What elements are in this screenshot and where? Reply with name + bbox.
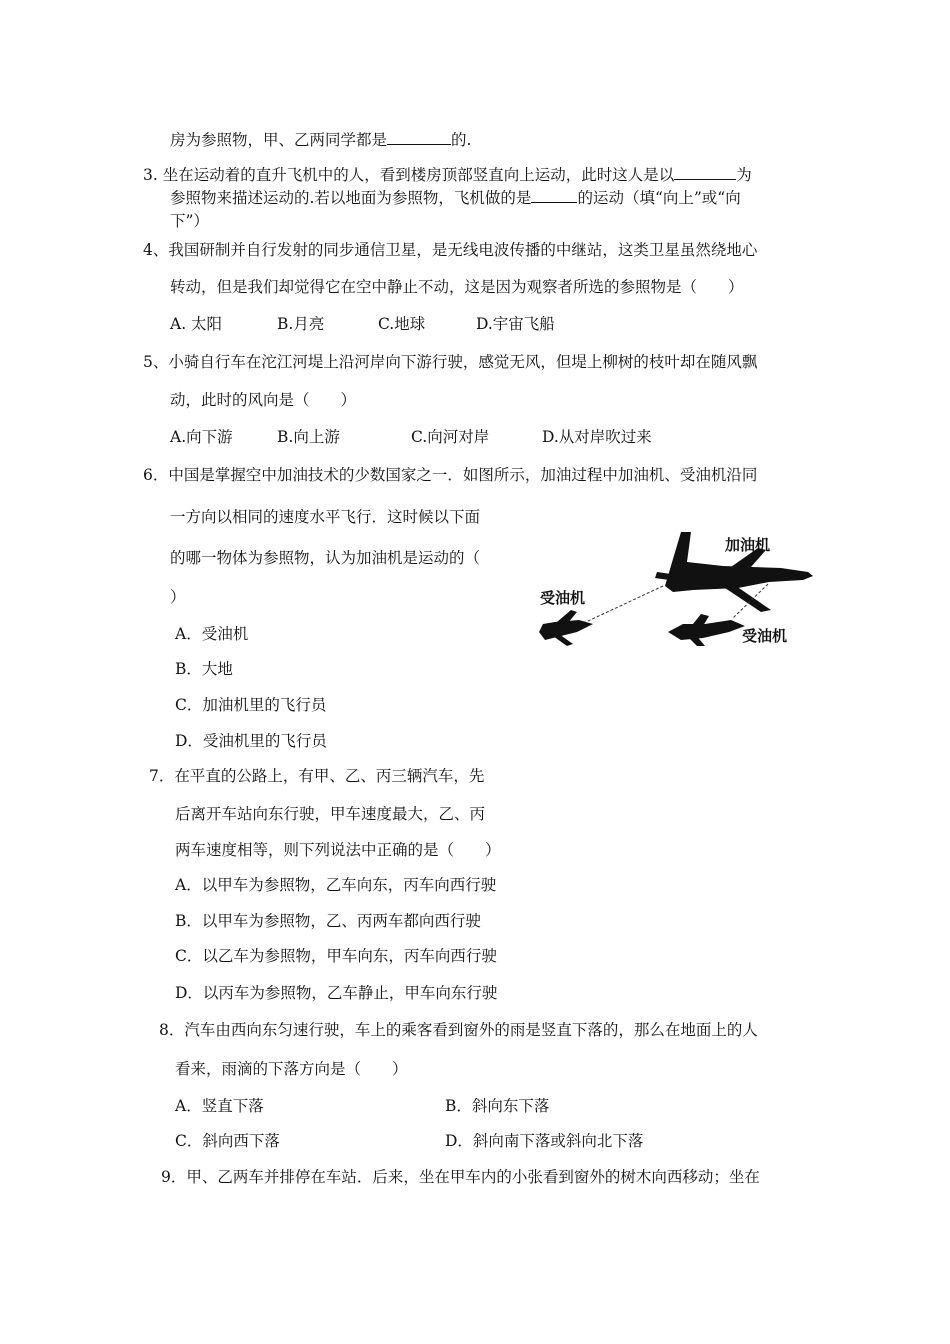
q3-text-end: 的运动（填“向上”或“向 (577, 189, 741, 207)
q8-option-c: C．斜向西下落 (175, 1132, 280, 1150)
q5-option-a: A.向下游 (170, 428, 233, 446)
q8-option-a: A．竖直下落 (175, 1097, 264, 1115)
refueling-figure (533, 528, 818, 653)
answer-blank[interactable] (387, 130, 451, 145)
q5-option-c: C.向河对岸 (411, 428, 490, 446)
q5-line-1: 5、小骑自行车在沱江河堤上沿河岸向下游行驶，感觉无风，但堤上柳树的枝叶却在随风飘 (143, 353, 758, 371)
q3-text: 参照物来描述运动的.若以地面为参照物，飞机做的是 (170, 189, 532, 207)
q7-option-d: D．以丙车为参照物，乙车静止，甲车向东行驶 (175, 984, 498, 1002)
q7-option-c: C．以乙车为参照物，甲车向东，丙车向西行驶 (175, 947, 497, 965)
receiver-right-label: 受油机 (742, 627, 788, 645)
q6-line-1: 6．中国是掌握空中加油技术的少数国家之一．如图所示，加油过程中加油机、受油机沿同 (143, 466, 758, 484)
q6-option-b: B．大地 (175, 660, 233, 678)
answer-blank[interactable] (531, 188, 577, 203)
q7-line-2: 后离开车站向东行驶，甲车速度最大，乙、丙 (175, 805, 486, 823)
q9-line-1: 9．甲、乙两车并排停在车站．后来，坐在甲车内的小张看到窗外的树木向西移动；坐在 (161, 1168, 760, 1186)
q5-option-b: B.向上游 (277, 428, 340, 446)
q4-option-c: C.地球 (378, 315, 426, 333)
q6-line-2: 一方向以相同的速度水平飞行．这时候以下面 (170, 508, 481, 526)
receiver-left-label: 受油机 (540, 589, 586, 607)
q8-option-b: B．斜向东下落 (445, 1097, 550, 1115)
refuel-hose-left (573, 586, 663, 628)
q2-line (170, 130, 471, 150)
q6-line-3: 的哪一物体为参照物，认为加油机是运动的（ (170, 549, 481, 567)
q4-line-1: 4、我国研制并自行发射的同步通信卫星，是无线电波传播的中继站，这类卫星虽然绕地心 (143, 241, 758, 259)
q7-line-3: 两车速度相等，则下列说法中正确的是（ ） (175, 841, 501, 859)
q4-line-2: 转动，但是我们却觉得它在空中静止不动，这是因为观察者所选的参照物是（ ） (170, 278, 744, 296)
q6-line-4: ） (170, 588, 186, 606)
q3-text-end: 为 (736, 166, 752, 184)
q8-option-d: D．斜向南下落或斜向北下落 (445, 1132, 644, 1150)
q8-line-2: 看来，雨滴的下落方向是（ ） (175, 1060, 408, 1078)
q4-option-d: D.宇宙飞船 (476, 315, 555, 333)
q4-option-b: B.月亮 (277, 315, 325, 333)
q3-line-1 (143, 165, 752, 185)
q7-option-a: A．以甲车为参照物，乙车向东，丙车向西行驶 (175, 876, 497, 894)
q6-option-d: D．受油机里的飞行员 (175, 732, 327, 750)
q2-text: 房为参照物，甲、乙两同学都是 (170, 131, 388, 149)
q3-line-2 (170, 188, 741, 208)
q3-line-3: 下”） (170, 212, 209, 230)
receiver-plane-right-icon (668, 614, 745, 646)
answer-blank[interactable] (674, 165, 736, 180)
receiver-plane-left-icon (539, 610, 593, 646)
q6-option-a: A．受油机 (175, 625, 249, 643)
q5-line-2: 动，此时的风向是（ ） (170, 391, 357, 409)
tanker-label: 加油机 (725, 536, 771, 554)
q4-option-a: A. 太阳 (170, 315, 223, 333)
q7-line-1: 7．在平直的公路上，有甲、乙、丙三辆汽车，先 (149, 767, 485, 785)
q8-line-1: 8．汽车由西向东匀速行驶，车上的乘客看到窗外的雨是竖直下落的，那么在地面上的人 (159, 1021, 758, 1039)
q6-option-c: C．加油机里的飞行员 (175, 696, 327, 714)
q5-option-d: D.从对岸吹过来 (542, 428, 652, 446)
q7-option-b: B．以甲车为参照物，乙、丙两车都向西行驶 (175, 912, 481, 930)
q3-text: 3. 坐在运动着的直升飞机中的人，看到楼房顶部竖直向上运动，此时这人是以 (143, 166, 675, 184)
q2-text-end: 的. (451, 131, 472, 149)
